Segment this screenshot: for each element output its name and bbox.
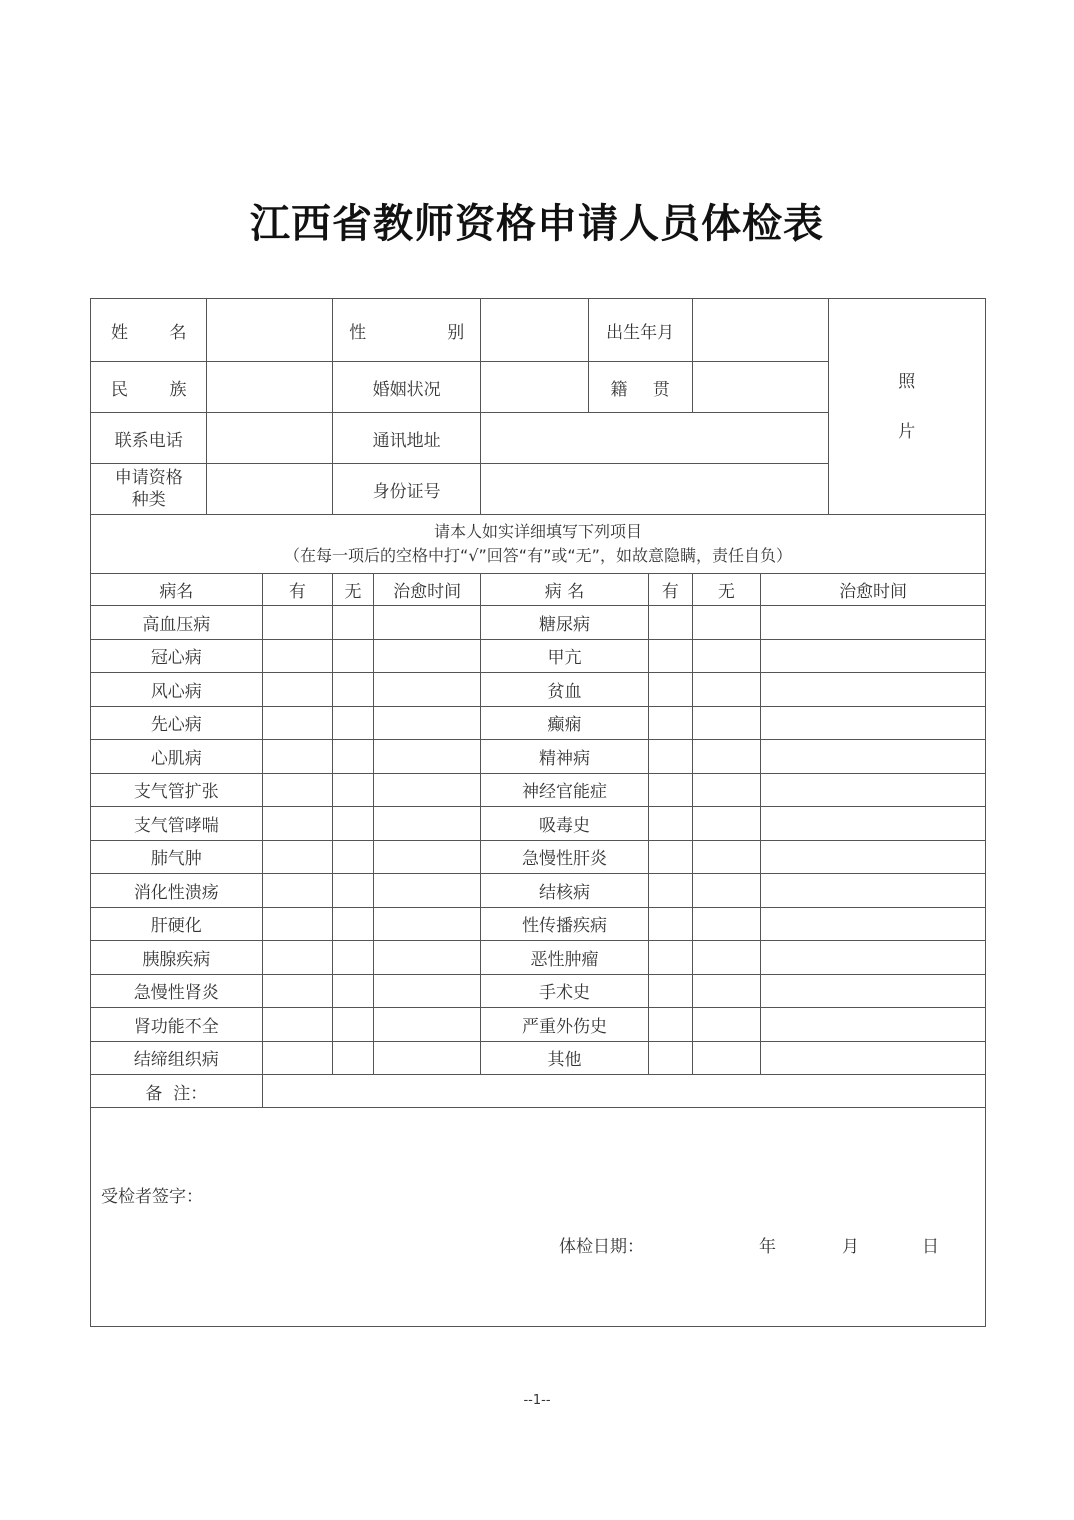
cure-time-left[interactable] (373, 907, 480, 941)
cure-time-left[interactable] (373, 874, 480, 908)
disease-name-left: 支气管扩张 (91, 773, 263, 807)
disease-row (91, 1008, 986, 1042)
header-disease-name-right: 病 名 (481, 574, 649, 606)
disease-name-right: 糖尿病 (481, 606, 649, 640)
disease-row (91, 606, 986, 640)
cure-time-left[interactable] (373, 974, 480, 1008)
no-checkbox-left[interactable] (333, 941, 374, 975)
no-checkbox-left[interactable] (333, 706, 374, 740)
exam-date-label: 体检日期： (559, 1237, 644, 1257)
name-field[interactable] (207, 299, 333, 362)
cure-time-left[interactable] (373, 740, 480, 774)
disease-name-right: 甲亢 (481, 639, 649, 673)
disease-name-left: 支气管哮喘 (91, 807, 263, 841)
no-checkbox-left[interactable] (333, 840, 374, 874)
exam-date-month: 月 (842, 1237, 859, 1257)
yes-checkbox-left[interactable] (262, 740, 332, 774)
gender-field[interactable] (481, 299, 588, 362)
disease-name-right: 吸毒史 (481, 807, 649, 841)
no-checkbox-left[interactable] (333, 974, 374, 1008)
ethnicity-label: 民 族 (91, 362, 207, 413)
cure-time-right[interactable] (761, 673, 986, 707)
no-checkbox-right[interactable] (692, 941, 760, 975)
signature-label: 受检者签字： (101, 1187, 203, 1207)
cure-time-left[interactable] (373, 1041, 480, 1075)
native-place-label: 籍 贯 (588, 362, 692, 413)
disease-name-right: 急慢性肝炎 (481, 840, 649, 874)
no-checkbox-left[interactable] (333, 907, 374, 941)
cure-time-right[interactable] (761, 1008, 986, 1042)
yes-checkbox-left[interactable] (262, 907, 332, 941)
cure-time-right[interactable] (761, 907, 986, 941)
header-cure-time-right: 治愈时间 (761, 574, 986, 606)
native-place-field[interactable] (692, 362, 828, 413)
yes-checkbox-right[interactable] (648, 706, 692, 740)
disease-row (91, 840, 986, 874)
photo-label-1: 照 (898, 371, 916, 392)
no-checkbox-right[interactable] (692, 606, 760, 640)
no-checkbox-left[interactable] (333, 740, 374, 774)
yes-checkbox-right[interactable] (648, 874, 692, 908)
exam-date-day: 日 (922, 1237, 939, 1257)
yes-checkbox-left[interactable] (262, 941, 332, 975)
cure-time-left[interactable] (373, 673, 480, 707)
no-checkbox-left[interactable] (333, 1008, 374, 1042)
disease-name-right: 贫血 (481, 673, 649, 707)
disease-name-left: 胰腺疾病 (91, 941, 263, 975)
disease-row (91, 941, 986, 975)
disease-name-left: 先心病 (91, 706, 263, 740)
instructions-line2: （在每一项后的空格中打“√”回答“有”或“无”，如故意隐瞒，责任自负） (284, 546, 792, 565)
disease-row (91, 807, 986, 841)
yes-checkbox-left[interactable] (262, 673, 332, 707)
yes-checkbox-right[interactable] (648, 773, 692, 807)
header-no-right: 无 (692, 574, 760, 606)
cure-time-left[interactable] (373, 706, 480, 740)
disease-row (91, 773, 986, 807)
exam-form-table (90, 298, 986, 1327)
header-disease-name-left: 病名 (91, 574, 263, 606)
no-checkbox-right[interactable] (692, 673, 760, 707)
cure-time-right[interactable] (761, 773, 986, 807)
no-checkbox-left[interactable] (333, 639, 374, 673)
id-field[interactable] (481, 464, 828, 515)
marital-label: 婚姻状况 (333, 362, 481, 413)
disease-row (91, 673, 986, 707)
no-checkbox-right[interactable] (692, 740, 760, 774)
cure-time-left[interactable] (373, 807, 480, 841)
birth-label: 出生年月 (588, 299, 692, 362)
no-checkbox-right[interactable] (692, 706, 760, 740)
disease-row (91, 974, 986, 1008)
page-number: --1-- (523, 1393, 551, 1408)
no-checkbox-left[interactable] (333, 673, 374, 707)
yes-checkbox-right[interactable] (648, 807, 692, 841)
disease-name-left: 冠心病 (91, 639, 263, 673)
photo-box[interactable] (828, 299, 985, 515)
disease-name-right: 性传播疾病 (481, 907, 649, 941)
no-checkbox-right[interactable] (692, 974, 760, 1008)
disease-name-left: 风心病 (91, 673, 263, 707)
cure-time-right[interactable] (761, 807, 986, 841)
disease-name-left: 消化性溃疡 (91, 874, 263, 908)
photo-label-2: 片 (898, 421, 916, 442)
cure-time-left[interactable] (373, 941, 480, 975)
no-checkbox-right[interactable] (692, 807, 760, 841)
personal-info-section (91, 299, 986, 515)
disease-row (91, 706, 986, 740)
cure-time-right[interactable] (761, 740, 986, 774)
disease-name-right: 严重外伤史 (481, 1008, 649, 1042)
yes-checkbox-right[interactable] (648, 740, 692, 774)
yes-checkbox-right[interactable] (648, 1008, 692, 1042)
cure-time-left[interactable] (373, 840, 480, 874)
disease-row (91, 740, 986, 774)
disease-name-right: 精神病 (481, 740, 649, 774)
phone-label: 联系电话 (91, 413, 207, 464)
birth-field[interactable] (692, 299, 828, 362)
yes-checkbox-left[interactable] (262, 974, 332, 1008)
disease-name-left: 结缔组织病 (91, 1041, 263, 1075)
cure-time-left[interactable] (373, 606, 480, 640)
yes-checkbox-right[interactable] (648, 840, 692, 874)
disease-table-header (91, 574, 986, 606)
cure-time-left[interactable] (373, 639, 480, 673)
yes-checkbox-right[interactable] (648, 673, 692, 707)
disease-name-right: 其他 (481, 1041, 649, 1075)
no-checkbox-right[interactable] (692, 840, 760, 874)
exam-date-year: 年 (759, 1237, 776, 1257)
yes-checkbox-left[interactable] (262, 1008, 332, 1042)
yes-checkbox-left[interactable] (262, 773, 332, 807)
yes-checkbox-right[interactable] (648, 941, 692, 975)
disease-name-right: 结核病 (481, 874, 649, 908)
header-cure-time-left: 治愈时间 (373, 574, 480, 606)
yes-checkbox-left[interactable] (262, 874, 332, 908)
disease-name-left: 高血压病 (91, 606, 263, 640)
cure-time-right[interactable] (761, 840, 986, 874)
qualification-field[interactable] (207, 464, 333, 515)
gender-label: 性 别 (333, 299, 481, 362)
phone-field[interactable] (207, 413, 333, 464)
cure-time-right[interactable] (761, 941, 986, 975)
cure-time-right[interactable] (761, 706, 986, 740)
disease-row (91, 874, 986, 908)
disease-name-right: 癫痫 (481, 706, 649, 740)
yes-checkbox-right[interactable] (648, 639, 692, 673)
signature-section (91, 1108, 986, 1327)
no-checkbox-left[interactable] (333, 807, 374, 841)
no-checkbox-right[interactable] (692, 773, 760, 807)
yes-checkbox-left[interactable] (262, 1041, 332, 1075)
disease-name-left: 心肌病 (91, 740, 263, 774)
disease-row (91, 1041, 986, 1075)
id-label: 身份证号 (333, 464, 481, 515)
document-title: 江西省教师资格申请人员体检表 (250, 200, 824, 247)
header-yes-right: 有 (648, 574, 692, 606)
header-yes-left: 有 (262, 574, 332, 606)
no-checkbox-left[interactable] (333, 874, 374, 908)
cure-time-left[interactable] (373, 773, 480, 807)
no-checkbox-right[interactable] (692, 874, 760, 908)
yes-checkbox-left[interactable] (262, 840, 332, 874)
name-label: 姓 名 (91, 299, 207, 362)
remarks-row (91, 1075, 986, 1108)
yes-checkbox-left[interactable] (262, 639, 332, 673)
no-checkbox-left[interactable] (333, 606, 374, 640)
yes-checkbox-left[interactable] (262, 807, 332, 841)
remarks-field[interactable] (262, 1075, 985, 1108)
cure-time-left[interactable] (373, 1008, 480, 1042)
no-checkbox-right[interactable] (692, 1008, 760, 1042)
disease-name-right: 手术史 (481, 974, 649, 1008)
disease-row (91, 639, 986, 673)
cure-time-right[interactable] (761, 639, 986, 673)
qualification-label: 申请资格 种类 (91, 464, 207, 515)
marital-field[interactable] (481, 362, 588, 413)
disease-name-right: 神经官能症 (481, 773, 649, 807)
address-label: 通讯地址 (333, 413, 481, 464)
disease-row (91, 907, 986, 941)
address-field[interactable] (481, 413, 828, 464)
yes-checkbox-right[interactable] (648, 974, 692, 1008)
disease-rows (91, 606, 986, 1075)
disease-name-left: 肺气肿 (91, 840, 263, 874)
no-checkbox-right[interactable] (692, 639, 760, 673)
ethnicity-field[interactable] (207, 362, 333, 413)
disease-name-left: 肝硬化 (91, 907, 263, 941)
no-checkbox-left[interactable] (333, 773, 374, 807)
yes-checkbox-right[interactable] (648, 606, 692, 640)
header-no-left: 无 (333, 574, 374, 606)
no-checkbox-left[interactable] (333, 1041, 374, 1075)
yes-checkbox-left[interactable] (262, 706, 332, 740)
cure-time-right[interactable] (761, 974, 986, 1008)
disease-name-left: 急慢性肾炎 (91, 974, 263, 1008)
disease-name-left: 肾功能不全 (91, 1008, 263, 1042)
instructions-line1: 请本人如实详细填写下列项目 (433, 522, 642, 541)
instructions (91, 515, 986, 574)
exam-date (559, 1232, 939, 1257)
no-checkbox-right[interactable] (692, 907, 760, 941)
disease-name-right: 恶性肿瘤 (481, 941, 649, 975)
cure-time-right[interactable] (761, 1041, 986, 1075)
cure-time-right[interactable] (761, 606, 986, 640)
cure-time-right[interactable] (761, 874, 986, 908)
yes-checkbox-right[interactable] (648, 1041, 692, 1075)
yes-checkbox-right[interactable] (648, 907, 692, 941)
yes-checkbox-left[interactable] (262, 606, 332, 640)
no-checkbox-right[interactable] (692, 1041, 760, 1075)
remarks-label: 备 注： (91, 1075, 263, 1108)
